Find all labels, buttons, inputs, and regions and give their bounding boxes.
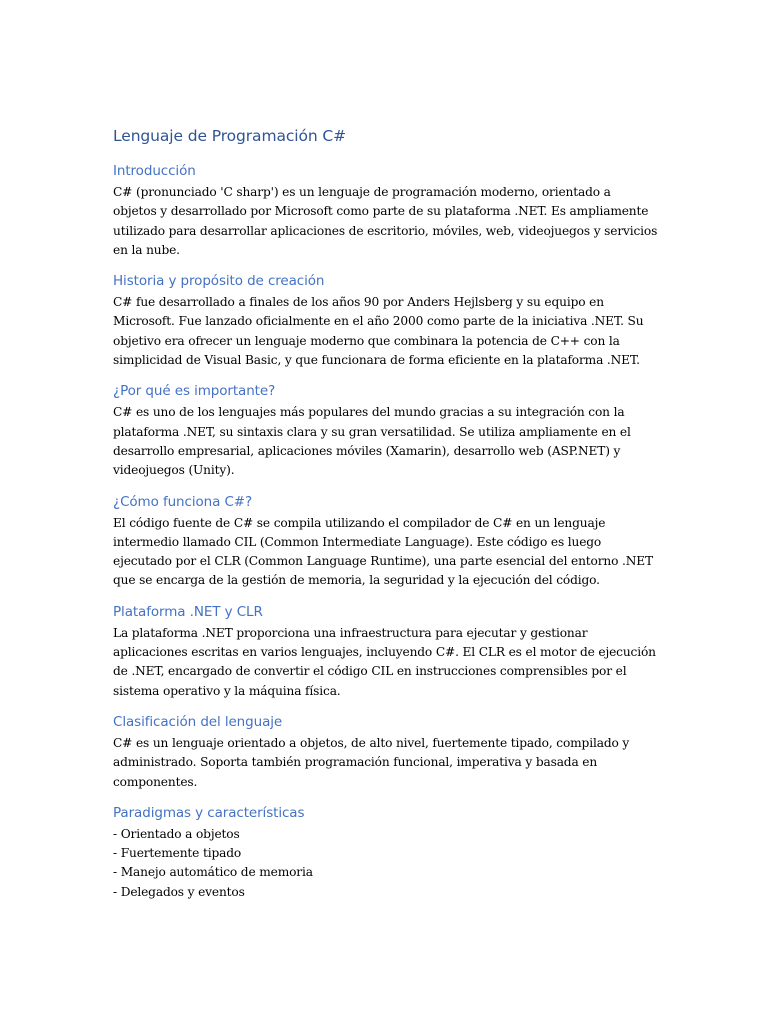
section-paragraph: C# (pronunciado 'C sharp') es un lenguaje de programación moderno, orientado a objetos y desarrollado por Microsoft como parte de su plataforma .NET. Es ampliamente utilizado para desarrollar aplicaciones de escritorio, móviles, web, videojuegos y servicios en la nube. xyxy=(113,185,658,257)
section-introduccion xyxy=(113,160,658,260)
list-item: - Delegados y eventos xyxy=(113,884,245,899)
section-paragraph: C# es uno de los lenguajes más populares del mundo gracias a su integración con la plataforma .NET, su sintaxis clara y su gran versatilidad. Se utiliza ampliamente en el desarrollo empresarial, aplicaciones móviles (Xamarin), desarrollo web (ASP.NET) y videojuegos (Unity). xyxy=(113,405,631,478)
section-heading: Plataforma .NET y CLR xyxy=(113,603,263,620)
section-paragraph: La plataforma .NET proporciona una infraestructura para ejecutar y gestionar aplicaciones escritas en varios lenguajes, incluyendo C#. El CLR es el motor de ejecución de .NET, encargado de convertir el código CIL en instrucciones comprensibles por el sistema operativo y la máquina física. xyxy=(113,625,656,698)
list-item: - Manejo automático de memoria xyxy=(113,865,313,880)
section-heading: Introducción xyxy=(113,163,196,179)
section-heading: Historia y propósito de creación xyxy=(113,273,325,290)
section-paragraph: C# fue desarrollado a finales de los años 90 por Anders Hejlsberg y su equipo en Microsoft. Fue lanzado oficialmente en el año 2000 como parte de la iniciativa .NET. Su objetivo era ofrecer un lenguaje moderno que combinara la potencia de C++ con la simplicidad de Visual Basic, y que funcionara de forma eficiente en la plataforma .NET. xyxy=(113,295,644,368)
list-item: - Orientado a objetos xyxy=(113,826,240,841)
section-paragraph: C# es un lenguaje orientado a objetos, de alto nivel, fuertemente tipado, compilado y administrado. Soporta también programación funcional, imperativa y basada en componentes. xyxy=(113,735,630,789)
section-heading: Clasificación del lenguaje xyxy=(113,713,283,730)
section-importancia xyxy=(113,380,658,480)
section-funcionamiento xyxy=(113,491,658,591)
features-list xyxy=(113,825,658,902)
section-plataforma-net xyxy=(113,601,658,701)
section-historia xyxy=(113,270,658,370)
section-paradigmas xyxy=(113,802,658,902)
section-paragraph: El código fuente de C# se compila utilizando el compilador de C# en un lenguaje intermedio llamado CIL (Common Intermediate Language). Este código es luego ejecutado por el CLR (Common Language Runtime), una parte esencial del entorno .NET que se encarga de la gestión de memoria, la seguridad y la ejecución del código. xyxy=(113,515,653,588)
document-title: Lenguaje de Programación C# xyxy=(113,127,347,145)
document-content xyxy=(113,124,658,912)
section-clasificacion xyxy=(113,711,658,792)
section-heading: ¿Cómo funciona C#? xyxy=(113,493,253,510)
section-heading: ¿Por qué es importante? xyxy=(113,383,276,400)
section-heading: Paradigmas y características xyxy=(113,804,305,821)
list-item: - Fuertemente tipado xyxy=(113,846,242,861)
